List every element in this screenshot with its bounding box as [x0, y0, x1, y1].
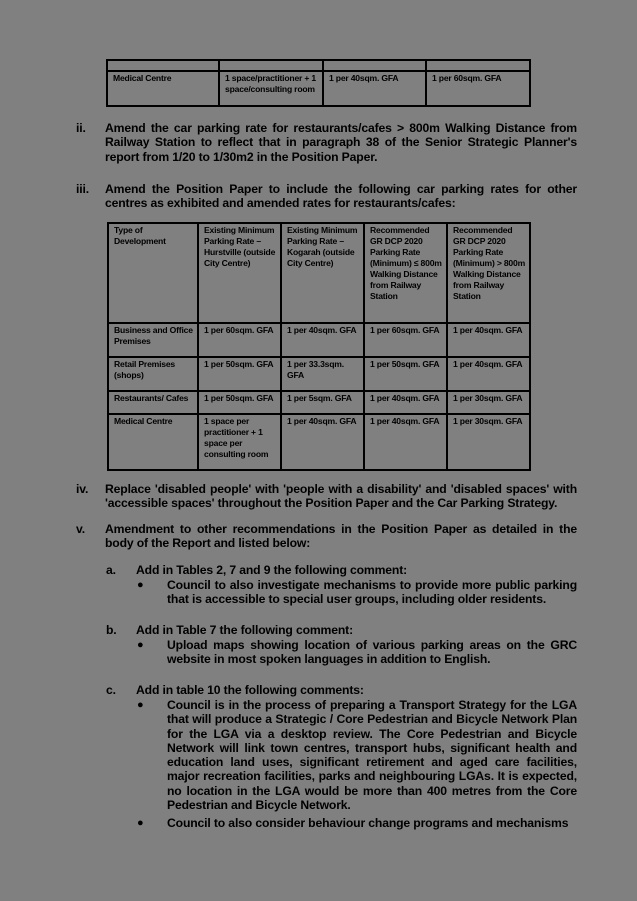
table-cell: Restaurants/ Cafes [108, 391, 198, 414]
table-cell: 1 per 50sqm. GFA [364, 357, 447, 391]
table-cell: Medical Centre [108, 414, 198, 470]
sub-item-text: Add in Table 7 the following comment: [136, 623, 353, 637]
table-row [107, 60, 530, 71]
table-cell: 1 per 40sqm. GFA [281, 414, 364, 470]
table-cell: 1 per 60sqm. GFA [364, 323, 447, 357]
bullet-dot-icon: ● [137, 579, 144, 591]
list-item-number: ii. [76, 121, 86, 135]
list-item-number: iv. [76, 482, 89, 496]
sub-item-letter: b. [106, 623, 117, 637]
table-header-cell: Recommended GR DCP 2020 Parking Rate (Minimum) > 800m Walking Distance from Railway Station [447, 223, 530, 323]
other-centres-parking-rates-table [107, 222, 531, 471]
table-header-cell: Type of Development [108, 223, 198, 323]
table-cell-type: Medical Centre [107, 71, 219, 106]
table-cell [219, 60, 323, 71]
table-cell: 1 per 60sqm. GFA [198, 323, 281, 357]
parking-rates-table-continued [106, 59, 531, 107]
bullet-text: Council is in the process of preparing a Transport Strategy for the LGA that will produce a Strategic / Core Pedestrian and Bicycle Network Plan for the LGA via a desktop review. The Core Pedestrian and Bicycle Network will link town centres, transport hubs, significant health and education land uses, significant retirement and aged care facilities, major recreation facilities, parks and neighbouring LGAs. It is expected, no location in the LGA would be more than 400 metres from the Core Pedestrian and Bicycle Network. [167, 698, 577, 813]
table-cell: 1 per 40sqm. GFA [364, 391, 447, 414]
sub-item-text: Add in table 10 the following comments: [136, 683, 364, 697]
table-cell: 1 per 30sqm. GFA [447, 391, 530, 414]
table-cell-recommended-le800: 1 per 40sqm. GFA [323, 71, 426, 106]
table-row [107, 71, 530, 106]
table-cell: 1 per 50sqm. GFA [198, 357, 281, 391]
list-item-number: iii. [76, 182, 89, 196]
table-cell: 1 per 33.3sqm. GFA [281, 357, 364, 391]
table-cell: 1 per 40sqm. GFA [364, 414, 447, 470]
bullet-text: Council to also consider behaviour change programs and mechanisms [167, 816, 569, 830]
table-cell-recommended-gt800: 1 per 60sqm. GFA [426, 71, 530, 106]
table-header-cell: Existing Minimum Parking Rate – Hurstville (outside City Centre) [198, 223, 281, 323]
bullet-text: Upload maps showing location of various parking areas on the GRC website in most spoken languages in addition to English. [167, 638, 577, 667]
table-cell: Retail Premises (shops) [108, 357, 198, 391]
table-row [108, 391, 530, 414]
table-cell: 1 per 40sqm. GFA [281, 323, 364, 357]
table-cell: 1 space per practitioner + 1 space per consulting room [198, 414, 281, 470]
list-item-number: v. [76, 522, 85, 536]
table-cell: 1 per 40sqm. GFA [447, 323, 530, 357]
bullet-text: Council to also investigate mechanisms to provide more public parking that is accessible to special user groups, including older residents. [167, 578, 577, 607]
table-cell-existing: 1 space/practitioner + 1 space/consulting room [219, 71, 323, 106]
sub-item-letter: a. [106, 563, 116, 577]
list-item-text: Amendment to other recommendations in the Position Paper as detailed in the body of the Report and listed below: [105, 522, 577, 551]
sub-item-text: Add in Tables 2, 7 and 9 the following comment: [136, 563, 408, 577]
table-cell: 1 per 50sqm. GFA [198, 391, 281, 414]
list-item-text: Replace 'disabled people' with 'people with a disability' and 'disabled spaces' with 'accessible spaces' throughout the Position Paper and the Car Parking Strategy. [105, 482, 577, 511]
bullet-dot-icon: ● [137, 639, 144, 651]
list-item-text: Amend the car parking rate for restaurants/cafes > 800m Walking Distance from Railway Station to reflect that in paragraph 38 of the Senior Strategic Planner's report from 1/20 to 1/30m2 in the Position Paper. [105, 121, 577, 164]
table-cell: 1 per 30sqm. GFA [447, 414, 530, 470]
list-item-text: Amend the Position Paper to include the following car parking rates for other centres as exhibited and amended rates for restaurants/cafes: [105, 182, 577, 211]
bullet-dot-icon: ● [137, 817, 144, 829]
table-cell: Business and Office Premises [108, 323, 198, 357]
table-row [108, 357, 530, 391]
table-cell [107, 60, 219, 71]
sub-item-letter: c. [106, 683, 116, 697]
table-cell [426, 60, 530, 71]
table-cell [323, 60, 426, 71]
bullet-dot-icon: ● [137, 699, 144, 711]
table-row [108, 414, 530, 470]
table-header-cell: Existing Minimum Parking Rate – Kogarah (outside City Centre) [281, 223, 364, 323]
table-cell: 1 per 5sqm. GFA [281, 391, 364, 414]
table-cell: 1 per 40sqm. GFA [447, 357, 530, 391]
table-header-row [108, 223, 530, 323]
table-row [108, 323, 530, 357]
table-header-cell: Recommended GR DCP 2020 Parking Rate (Minimum) ≤ 800m Walking Distance from Railway Station [364, 223, 447, 323]
